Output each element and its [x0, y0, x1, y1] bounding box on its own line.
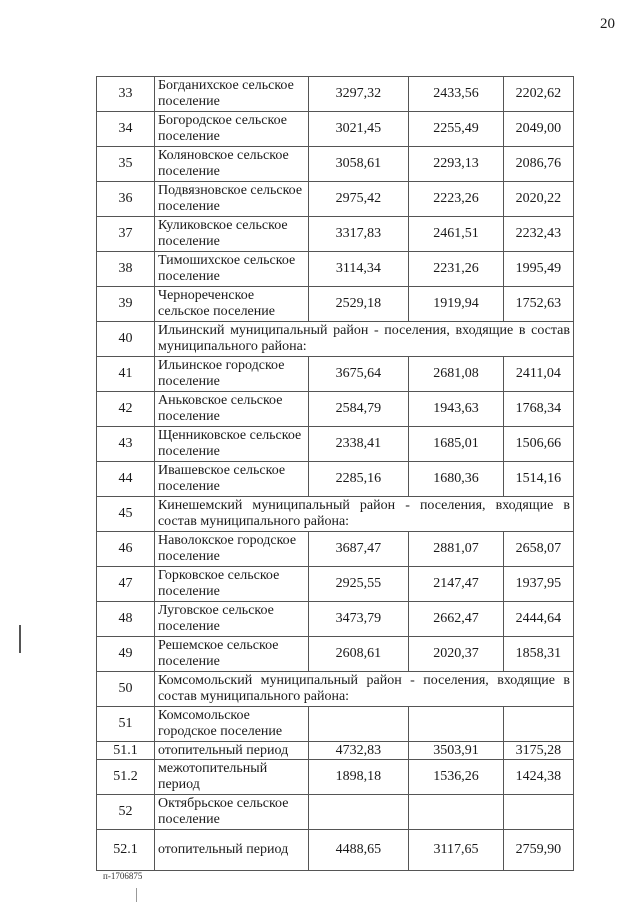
table-row: [97, 462, 574, 497]
value-col-1: 2285,16: [308, 462, 409, 497]
value-col-2: 1685,01: [409, 427, 504, 462]
value-col-2: 2255,49: [409, 112, 504, 147]
value-col-3: 2444,64: [503, 602, 573, 637]
table-row: [97, 252, 574, 287]
row-number: 50: [97, 672, 155, 707]
table-row: [97, 760, 574, 795]
value-col-2: 2293,13: [409, 147, 504, 182]
settlement-name: отопительный период: [154, 742, 308, 760]
value-col-2: 2231,26: [409, 252, 504, 287]
value-col-2: 2433,56: [409, 77, 504, 112]
row-number: 48: [97, 602, 155, 637]
table-row: [97, 532, 574, 567]
value-col-1: 2584,79: [308, 392, 409, 427]
value-col-1: 3473,79: [308, 602, 409, 637]
district-header-row: [97, 672, 574, 707]
settlement-name: Луговское сельское поселение: [154, 602, 308, 637]
value-col-2: 2881,07: [409, 532, 504, 567]
value-col-3: 1768,34: [503, 392, 573, 427]
value-col-1: 1898,18: [308, 760, 409, 795]
settlement-name: отопительный период: [154, 830, 308, 871]
settlement-name: Комсомольское городское поселение: [154, 707, 308, 742]
value-col-2: 1943,63: [409, 392, 504, 427]
value-col-1: 2925,55: [308, 567, 409, 602]
row-number: 52.1: [97, 830, 155, 871]
value-col-2: 1536,26: [409, 760, 504, 795]
settlement-name: Подвязновское сельское поселение: [154, 182, 308, 217]
value-col-1: 3297,32: [308, 77, 409, 112]
settlement-name: межотопительный период: [154, 760, 308, 795]
row-number: 47: [97, 567, 155, 602]
row-number: 43: [97, 427, 155, 462]
table-row: [97, 357, 574, 392]
row-number: 38: [97, 252, 155, 287]
district-header-row: [97, 497, 574, 532]
row-number: 39: [97, 287, 155, 322]
value-col-3: 2232,43: [503, 217, 573, 252]
table-row: [97, 112, 574, 147]
row-number: 34: [97, 112, 155, 147]
settlement-name: Куликовское сельское поселение: [154, 217, 308, 252]
settlement-name: Коляновское сельское поселение: [154, 147, 308, 182]
row-number: 36: [97, 182, 155, 217]
value-col-3: 3175,28: [503, 742, 573, 760]
district-name: Комсомольский муниципальный район - поселения, входящие в состав муниципального района:: [154, 672, 573, 707]
value-col-3: 2086,76: [503, 147, 573, 182]
value-col-1: 3317,83: [308, 217, 409, 252]
page-number: 20: [600, 16, 615, 32]
value-col-1: 2529,18: [308, 287, 409, 322]
settlement-name: Щенниковское сельское поселение: [154, 427, 308, 462]
row-number: 51.1: [97, 742, 155, 760]
value-col-1: 2608,61: [308, 637, 409, 672]
table-row: [97, 287, 574, 322]
row-number: 51.2: [97, 760, 155, 795]
value-col-2: 2681,08: [409, 357, 504, 392]
value-col-2: 2147,47: [409, 567, 504, 602]
table-row: [97, 392, 574, 427]
district-header-row: [97, 322, 574, 357]
document-code: п-1706875: [103, 871, 143, 881]
row-number: 49: [97, 637, 155, 672]
settlement-name: Чернореченское сельское поселение: [154, 287, 308, 322]
table-row: [97, 742, 574, 760]
value-col-1: [308, 795, 409, 830]
settlement-name: Наволокское городское поселение: [154, 532, 308, 567]
value-col-1: 3687,47: [308, 532, 409, 567]
value-col-1: 3058,61: [308, 147, 409, 182]
settlement-name: Аньковское сельское поселение: [154, 392, 308, 427]
settlement-name: Богородское сельское поселение: [154, 112, 308, 147]
value-col-2: 2223,26: [409, 182, 504, 217]
value-col-2: [409, 795, 504, 830]
settlement-name: Ильинское городское поселение: [154, 357, 308, 392]
value-col-3: 1858,31: [503, 637, 573, 672]
value-col-2: [409, 707, 504, 742]
row-number: 41: [97, 357, 155, 392]
value-col-3: 1514,16: [503, 462, 573, 497]
value-col-3: 2049,00: [503, 112, 573, 147]
value-col-3: [503, 795, 573, 830]
value-col-2: 2662,47: [409, 602, 504, 637]
table-row: [97, 567, 574, 602]
tariff-table: [96, 76, 574, 871]
settlement-name: Октябрьское сельское поселение: [154, 795, 308, 830]
value-col-3: 1995,49: [503, 252, 573, 287]
value-col-2: 3503,91: [409, 742, 504, 760]
table-row: [97, 637, 574, 672]
row-number: 35: [97, 147, 155, 182]
value-col-3: 2202,62: [503, 77, 573, 112]
value-col-3: 2658,07: [503, 532, 573, 567]
row-number: 51: [97, 707, 155, 742]
table-row: [97, 77, 574, 112]
row-number: 45: [97, 497, 155, 532]
value-col-3: 2759,90: [503, 830, 573, 871]
value-col-1: 2975,42: [308, 182, 409, 217]
value-col-1: 3675,64: [308, 357, 409, 392]
row-number: 52: [97, 795, 155, 830]
value-col-1: 3114,34: [308, 252, 409, 287]
value-col-3: 1506,66: [503, 427, 573, 462]
table-row: [97, 795, 574, 830]
value-col-1: [308, 707, 409, 742]
value-col-1: 2338,41: [308, 427, 409, 462]
row-number: 33: [97, 77, 155, 112]
value-col-3: 2020,22: [503, 182, 573, 217]
table-row: [97, 217, 574, 252]
settlement-name: Ивашевское сельское поселение: [154, 462, 308, 497]
row-number: 46: [97, 532, 155, 567]
value-col-3: 1752,63: [503, 287, 573, 322]
table-row: [97, 602, 574, 637]
table-row: [97, 147, 574, 182]
row-number: 44: [97, 462, 155, 497]
settlement-name: Тимошихское сельское поселение: [154, 252, 308, 287]
value-col-3: 2411,04: [503, 357, 573, 392]
margin-mark: [19, 625, 21, 653]
value-col-1: 4488,65: [308, 830, 409, 871]
settlement-name: Горковское сельское поселение: [154, 567, 308, 602]
settlement-name: Решемское сельское поселение: [154, 637, 308, 672]
table-row: [97, 707, 574, 742]
table-row: [97, 830, 574, 871]
table-row: [97, 182, 574, 217]
value-col-2: 1680,36: [409, 462, 504, 497]
value-col-3: 1424,38: [503, 760, 573, 795]
value-col-1: 4732,83: [308, 742, 409, 760]
value-col-2: 2461,51: [409, 217, 504, 252]
row-number: 42: [97, 392, 155, 427]
row-number: 37: [97, 217, 155, 252]
margin-mark-bottom: [136, 888, 137, 902]
value-col-3: 1937,95: [503, 567, 573, 602]
value-col-2: 1919,94: [409, 287, 504, 322]
value-col-2: 3117,65: [409, 830, 504, 871]
value-col-1: 3021,45: [308, 112, 409, 147]
row-number: 40: [97, 322, 155, 357]
district-name: Кинешемский муниципальный район - поселения, входящие в состав муниципального района:: [154, 497, 573, 532]
value-col-2: 2020,37: [409, 637, 504, 672]
table-row: [97, 427, 574, 462]
value-col-3: [503, 707, 573, 742]
settlement-name: Богданихское сельское поселение: [154, 77, 308, 112]
district-name: Ильинский муниципальный район - поселения, входящие в состав муниципального района:: [154, 322, 573, 357]
